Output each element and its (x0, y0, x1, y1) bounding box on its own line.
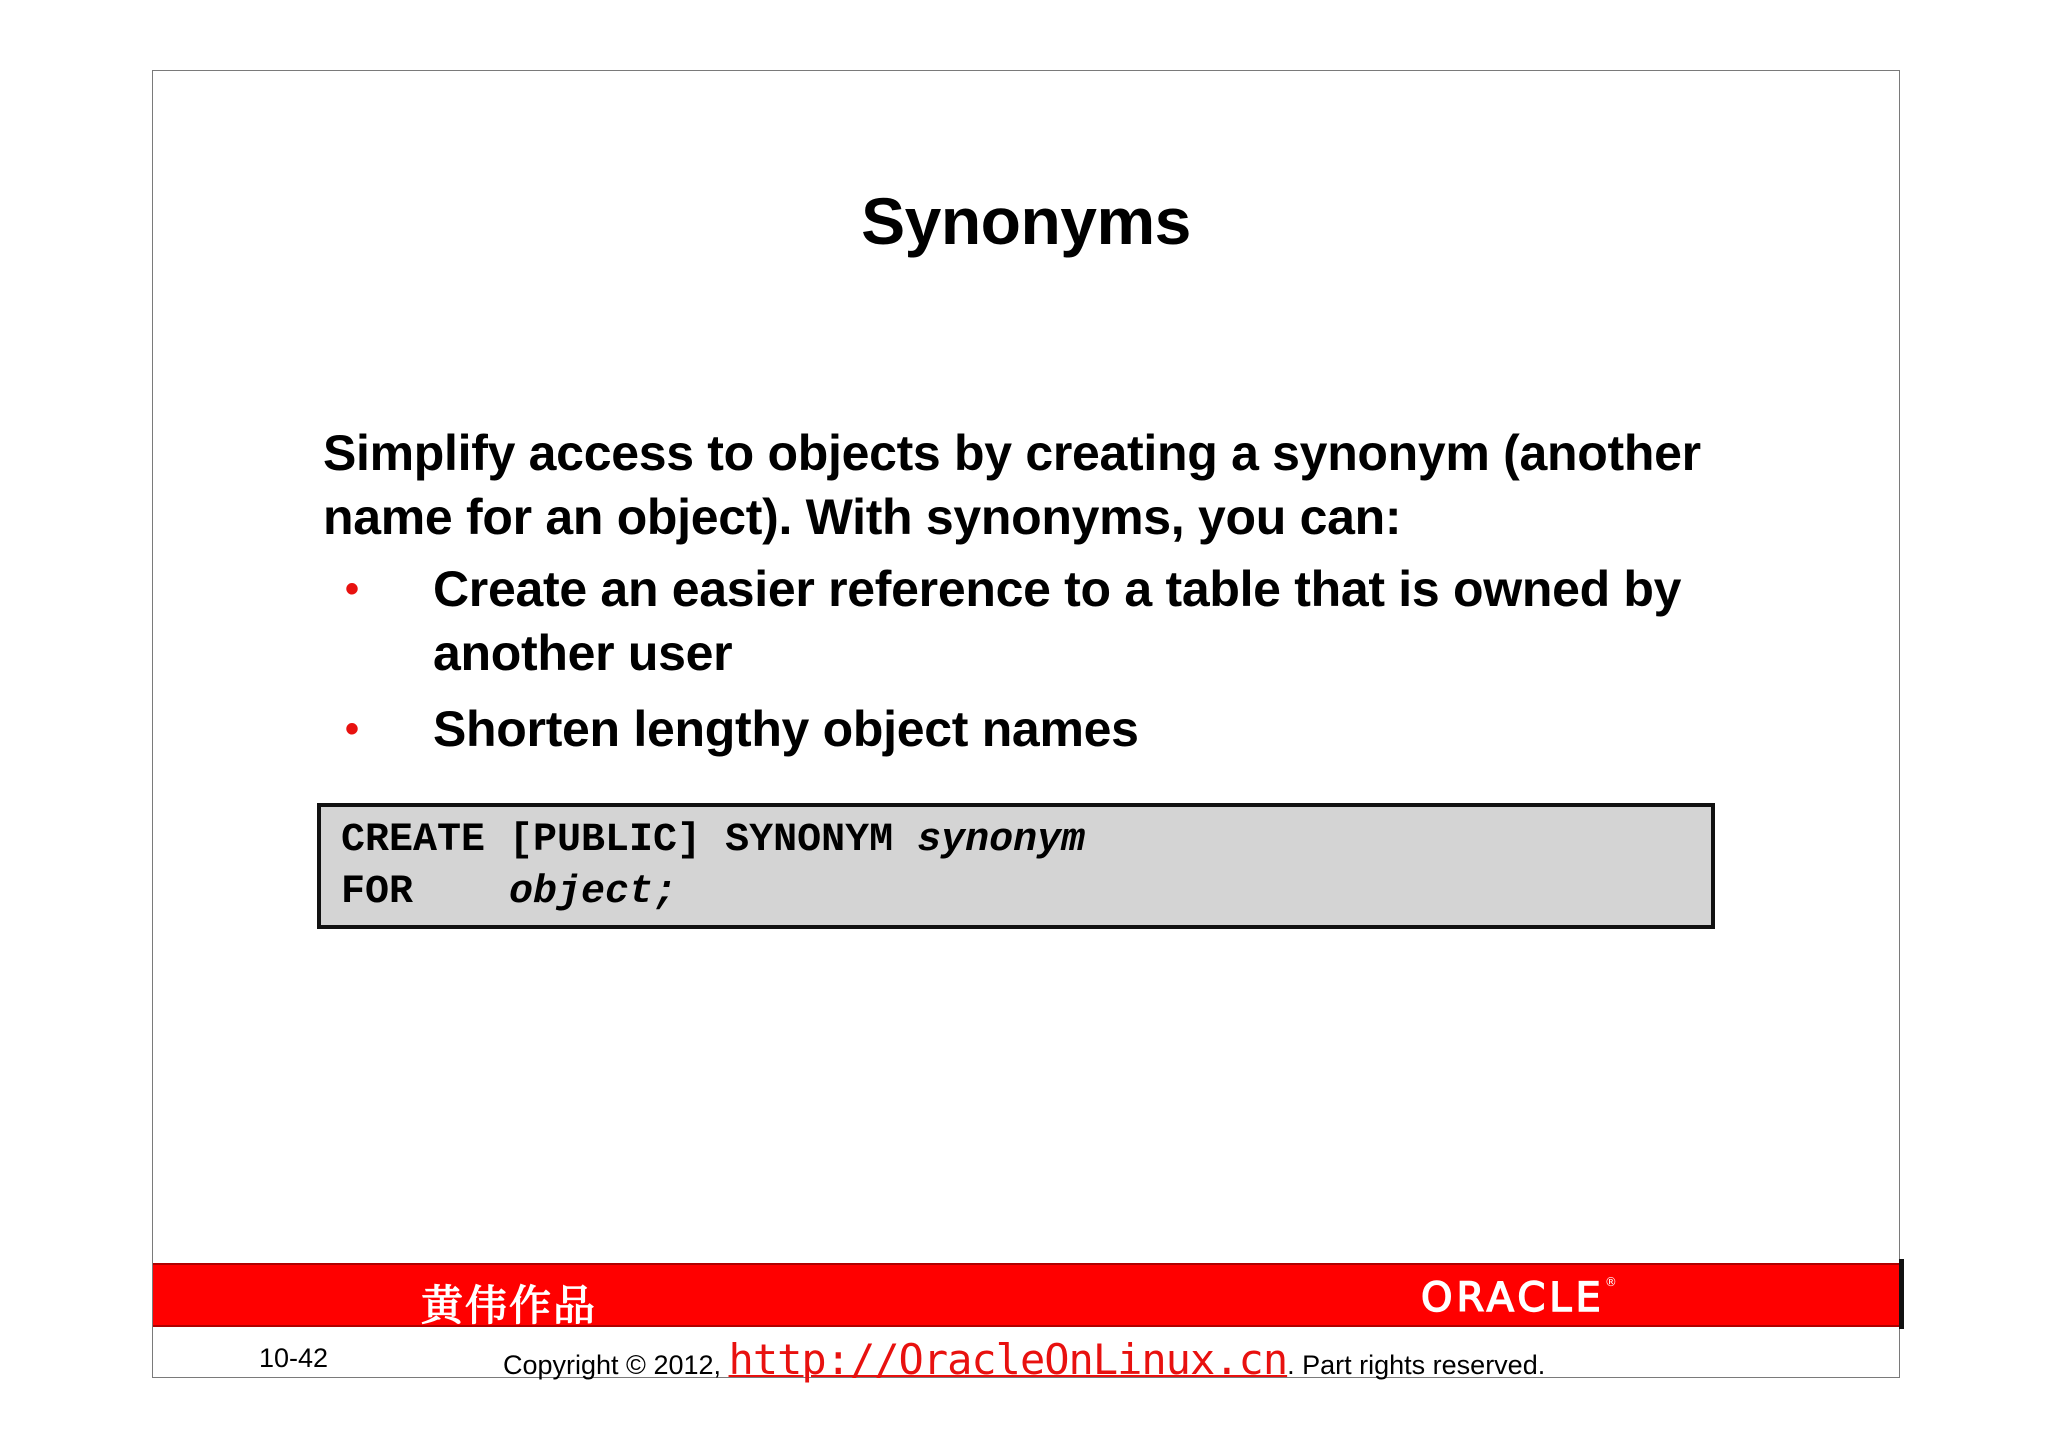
bullet-item (323, 557, 1743, 685)
code-keyword-for: FOR (341, 870, 510, 915)
code-param-synonym: synonym (917, 818, 1086, 863)
bullet-text: Create an easier reference to a table that is owned by another user (433, 561, 1682, 681)
registered-mark: ® (1604, 1275, 1617, 1289)
bullet-item (323, 697, 1743, 761)
intro-text: Simplify access to objects by creating a synonym (another name for an object). With synonyms, you can: (323, 425, 1701, 545)
oracle-logo (1421, 1275, 1617, 1321)
code-keywords: CREATE [PUBLIC] SYNONYM (341, 818, 918, 863)
code-param-object: object (509, 870, 654, 915)
slide (152, 70, 1900, 1384)
website-link[interactable]: http://OracleOnLinux.cn (728, 1335, 1288, 1384)
code-terminator: ; (653, 870, 678, 915)
copyright-suffix: . Part rights reserved. (1287, 1350, 1546, 1380)
slide-title: Synonyms (861, 184, 1191, 258)
bullet-icon: • (345, 707, 359, 751)
oracle-logo-text: ORACLE (1421, 1275, 1605, 1321)
page-number: 10-42 (259, 1343, 329, 1373)
syntax-code-block (317, 803, 1715, 929)
author-mark: 黄伟作品 (421, 1281, 598, 1330)
bullet-text: Shorten lengthy object names (433, 701, 1139, 757)
footer-bar (153, 1263, 1901, 1330)
copyright-line (503, 1335, 1545, 1384)
copyright-prefix: Copyright © 2012, (503, 1350, 729, 1380)
bullet-icon: • (345, 567, 359, 611)
bullet-list (323, 557, 1743, 773)
